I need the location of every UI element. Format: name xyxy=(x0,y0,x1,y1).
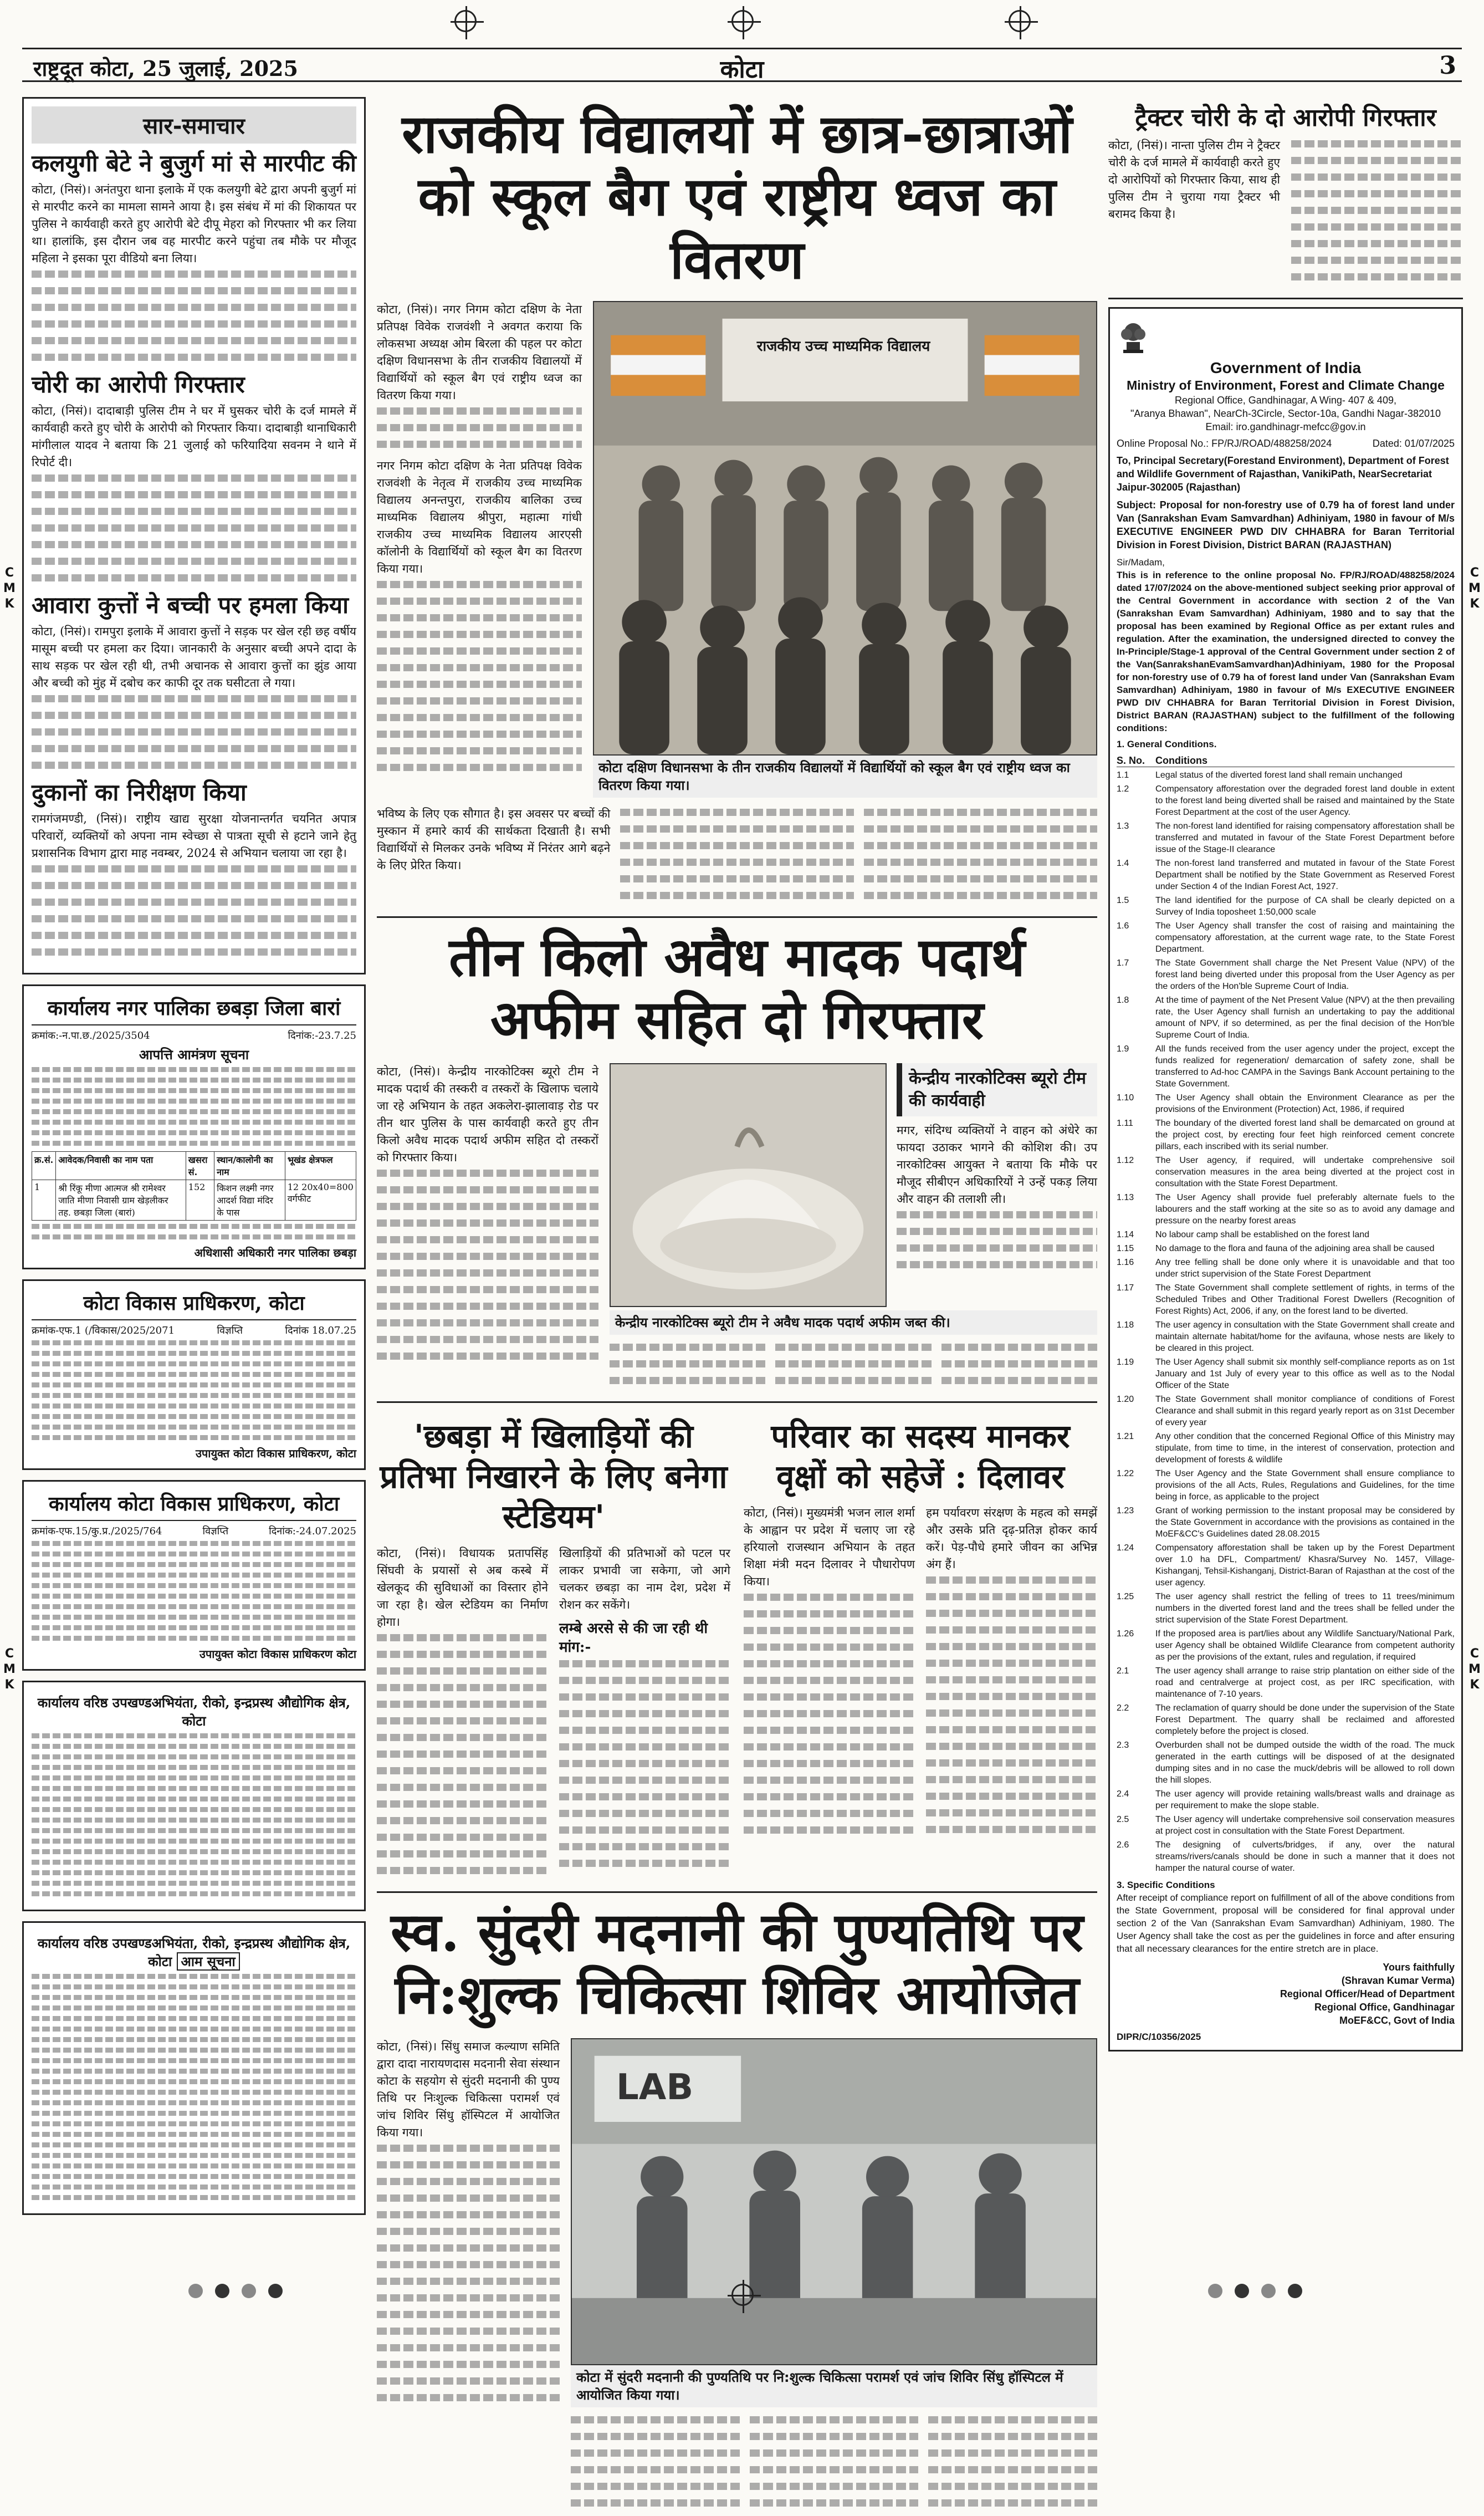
table-header: खसरा सं. xyxy=(186,1152,214,1180)
newspaper-date: राष्ट्रदूत कोटा, 25 जुलाई, 2025 xyxy=(33,56,298,81)
condition-text: The User Agency shall provide fuel preferably alternate fuels to the labourers and the staff working at the site so as to avoid any damage and pressure on the nearby forest areas xyxy=(1155,1193,1455,1226)
headline: 'छबड़ा में खिलाड़ियों की प्रतिभा निखारने के लिए बनेगा स्टेडियम' xyxy=(380,1417,728,1536)
ad-tag: आम सूचना xyxy=(177,1952,240,1971)
text-lines xyxy=(620,809,853,899)
table-row xyxy=(32,1180,356,1221)
story-text: मगर, संदिग्ध व्यक्तियों ने वाहन को अंधेरे का फायदा उठाकर भागने की कोशिश की। उप नारकोटिक्स आयुक्त ने बताया कि मौके पर मौजूद सीबीएन अधिकारियों ने उन्हें पकड़ लिया और वाहन की तलाशी ली। xyxy=(897,1124,1097,1206)
text-lines xyxy=(32,1340,356,1440)
text-lines xyxy=(928,2416,1097,2507)
ad-title: कार्यालय कोटा विकास प्राधिकरण, कोटा xyxy=(32,1489,356,1521)
story-trees xyxy=(744,1411,1097,1884)
notice-subject: Subject: Proposal for non-forestry use of 0.79 ha of forest land under Van (Sanrakshan Evam Samvardhan) Adhiniyam, 1980 in favour of M/s EXECUTIVE ENGINEER PWD DIV CHHABRA for Baran Territorial Division in Forest Division, District BARAN (RAJASTHAN) xyxy=(1117,499,1455,550)
condition-number: 1.5 xyxy=(1117,896,1129,905)
ad-title: कार्यालय नगर पालिका छबड़ा जिला बारां xyxy=(32,994,356,1025)
notice-ministry: Ministry of Environment, Forest and Climate Change xyxy=(1127,378,1445,392)
masthead xyxy=(0,0,1484,94)
sign-name: (Shravan Kumar Verma) xyxy=(1341,1975,1455,1986)
condition-text: The user agency shall restrict the felling of trees to 11 trees/minimum numbers in the diverted forest land and the trees shall be felled under the strict supervision of the State Forest Department. xyxy=(1155,1592,1455,1625)
conditions-list xyxy=(1117,769,1455,1874)
sign-designation: Regional Office, Gandhinagar xyxy=(1314,2002,1455,2013)
photo-illustration xyxy=(594,302,1096,754)
condition-text: The State Government shall charge the Net Present Value (NPV) of the forest land being diverted under this proposal from the User Agency as per the orders of the Hon'ble Supreme Court of India. xyxy=(1155,958,1455,991)
condition-text: No damage to the flora and fauna of the adjoining area shall be caused xyxy=(1155,1244,1435,1253)
condition-number: 2.6 xyxy=(1117,1840,1129,1850)
registration-mark-icon xyxy=(454,10,477,32)
condition-number: 1.13 xyxy=(1117,1193,1134,1202)
table-cell: श्री रिंकू मीणा आत्मज श्री रामेश्वर जाति मीणा निवासी ग्राम खेड़लीकर तह. छबड़ा जिला (बारां) xyxy=(56,1180,186,1221)
text-lines xyxy=(926,1576,1097,1833)
registration-mark-icon xyxy=(1009,10,1031,32)
story-text: कोटा, (निसं)। मुख्यमंत्री भजन लाल शर्मा के आह्वान पर प्रदेश में चलाए जा रहे हरियालो राजस्थान अभियान के तहत शिक्षा मंत्री मदन दिलावर ने पौधारोपण किया। xyxy=(744,1506,915,1589)
cmk-marker: C M K xyxy=(3,1647,16,1692)
story-text: नगर निगम कोटा दक्षिण के नेता प्रतिपक्ष विवेक राजवंशी के नेतृत्व में राजकीय उच्च माध्यमिक विद्यालय अनन्तपुरा, राजकीय बालिका उच्च माध्यमिक विद्यालय श्रीपुरा, महात्मा गांधी राजकीय उच्च माध्यमिक विद्यालय आरएसी कॉलोनी के विद्यार्थियों को स्कूल बैग का वितरण किया गया। xyxy=(377,458,582,575)
story-stadium xyxy=(377,1411,730,1884)
table-cell: 152 xyxy=(186,1180,214,1221)
city-label: कोटा xyxy=(720,55,764,84)
news-headline: आवारा कुत्तों ने बच्ची पर हमला किया xyxy=(32,591,349,619)
condition-text: The designing of culverts/bridges, if any, over the natural streams/rivers/canals should be done in such a manner that it does not hamper the natural course of water. xyxy=(1155,1840,1455,1873)
condition-row xyxy=(1117,1229,1455,1241)
condition-row xyxy=(1117,957,1455,992)
text-lines xyxy=(744,1594,915,1834)
notice-body: This is in reference to the online proposal No. FP/RJ/ROAD/488258/2024 dated 17/07/2024 on the above-mentioned subject seeking prior approval of the Central Government in accordance with section 2 of the Van (Sanrakshan Evam Samvardhan) Adhiniyam, 1980 and to say that the proposal has been examined by Regional Office as per extant rules and regulation. After the examination, the undersigned directed to convey the In-Principle/Stage-1 approval of the Central Government under section 2 of the Van(SanrakshanEvamSamvardhan)Adhiniyam, 1980 for the Proposal for non-forestry use of 0.79 ha of forest land under Van (Sanrakshan Evam Samvardhan) Adhiniyam, 1980 in favour of M/s EXECUTIVE ENGINEER PWD DIV CHHABRA for Baran Territorial Division in Forest Division, District BARAN (RAJASTHAN) subject to the fulfillment of the following conditions: xyxy=(1117,570,1455,733)
condition-text: Legal status of the diverted forest land shall remain unchanged xyxy=(1155,770,1403,780)
text-lines xyxy=(32,1224,356,1239)
condition-row xyxy=(1117,1468,1455,1503)
text-lines xyxy=(377,2145,560,2401)
headline: ट्रैक्टर चोरी के दो आरोपी गिरफ्तार xyxy=(1135,104,1436,132)
ad-title: कोटा विकास प्राधिकरण, कोटा xyxy=(32,1289,356,1320)
photo-seized-opium xyxy=(610,1063,887,1307)
ad-title xyxy=(32,1934,356,1971)
ad-notice-riico-2 xyxy=(22,1921,366,2215)
condition-number: 2.4 xyxy=(1117,1789,1129,1799)
condition-row xyxy=(1117,783,1455,818)
ad-meta xyxy=(32,1324,356,1337)
condition-number: 1.4 xyxy=(1117,859,1129,868)
condition-text: The non-forest land transferred and mutated in favour of the State Forest Department shall be notified by the State Government as Reserved Forest under Section 4 of the Indian Forest Act, 1927. xyxy=(1155,859,1455,891)
table-cell: 1 xyxy=(32,1180,56,1221)
condition-number: 1.25 xyxy=(1117,1592,1134,1601)
condition-row xyxy=(1117,1702,1455,1737)
condition-text: Compensatory afforestation shall be taken up by the Forest Department over 1.0 ha DFL, Compartment/ Khasra/Survey No. 1457, Village-Kishanganj, Tehsil-Kishanganj, District-Baran of Rajasthan at the cost of the user agency. xyxy=(1155,1543,1455,1588)
notice-address: "Aranya Bhawan", NearCh-3Circle, Sector-10a, Gandhi Nagar-382010 xyxy=(1130,408,1441,419)
table-header: क्र.सं. xyxy=(32,1152,56,1180)
condition-text: Grant of working permission to the instant proposal may be considered by the State Government in accordance with the provisions as contained in the MoEF&CC's Guidelines dated 28.08.2015 xyxy=(1155,1506,1455,1539)
condition-row xyxy=(1117,895,1455,918)
condition-row xyxy=(1117,1839,1455,1874)
condition-row xyxy=(1117,1092,1455,1115)
condition-number: 1.20 xyxy=(1117,1395,1134,1404)
lab-sign: LAB xyxy=(616,2067,694,2109)
condition-number: 2.2 xyxy=(1117,1703,1129,1713)
story-text: खिलाड़ियों की प्रतिभाओं को पटल पर लाकर प्रभावी जा सकेगा, जो आगे चलकर छबड़ा का नाम देश, प्रदेश में रोशन कर सकेंगे। xyxy=(559,1546,730,1611)
ad-notice-kda-1 xyxy=(22,1279,366,1470)
cmk-marker: C M K xyxy=(1468,1647,1481,1692)
story-kicker: केन्द्रीय नारकोटिक्स ब्यूरो टीम की कार्यवाही xyxy=(897,1063,1097,1116)
photo-banner: राजकीय उच्च माध्यमिक विद्यालय xyxy=(756,338,930,355)
news-body: रामगंजमण्डी, (निसं)। राष्ट्रीय खाद्य सुरक्षा योजनान्तर्गत चयनित अपात्र परिवारों, व्यक्तियों को अपना नाम स्वेच्छा से पात्रता सूची से हटाने जाने हेतु प्रशासनिक विभाग द्वारा माह नवम्बर, 2024 से अभियान चलाया जा रहा है। xyxy=(32,812,356,860)
text-lines xyxy=(32,1067,356,1146)
table-header: स्थान/कालोनी का नाम xyxy=(214,1152,285,1180)
news-item xyxy=(32,149,356,361)
news-headline: चोरी का आरोपी गिरफ्तार xyxy=(32,371,245,398)
condition-number: 1.14 xyxy=(1117,1230,1134,1239)
dot-icon xyxy=(1208,2284,1222,2298)
condition-text: The State Government shall complete settlement of rights, in terms of the Scheduled Tribes and Other Traditional Forest Dwellers (Recognition of Forest Rights) Act, 2006, if any, on the forest land to be diverted. xyxy=(1155,1283,1455,1316)
condition-row xyxy=(1117,994,1455,1041)
news-item xyxy=(32,591,356,769)
news-body: कोटा, (निसं)। रामपुरा इलाके में आवारा कुत्तों ने सड़क पर खेल रही छह वर्षीय मासूम बच्ची पर हमला कर दिया। जानकारी के अनुसार बच्ची अपने दादा के साथ सड़क पर खेल रही थी, तभी अचानक से आवारा कुत्तों का झुंड आया और बच्ची को मुंह में दबोच कर काफी दूर तक घसीटता ले गया। xyxy=(32,625,356,690)
headline: परिवार का सदस्य मानकर वृक्षों को सहेजें : दिलावर xyxy=(771,1417,1070,1496)
story-text: हम पर्यावरण संरक्षण के महत्व को समझें और उसके प्रति दृढ़-प्रतिज्ञ होकर कार्य करें। पेड़-पौधे हमारे जीवन का अभिन्न अंग हैं। xyxy=(926,1506,1097,1571)
condition-text: The User Agency shall obtain the Environment Clearance as per the provisions of the Environment (Protection) Act, 1986, if required xyxy=(1155,1093,1455,1114)
footer-dots-left xyxy=(188,2284,283,2298)
condition-row xyxy=(1117,1155,1455,1190)
text-lines xyxy=(750,2416,919,2507)
dot-icon xyxy=(215,2284,229,2298)
ad-signature: अधिशासी अधिकारी नगर पालिका छबड़ा xyxy=(194,1246,356,1259)
condition-row xyxy=(1117,1394,1455,1428)
condition-text: Any tree felling shall be done only where it is unavoidable and that too under strict supervision of the State Forest Department xyxy=(1155,1258,1455,1279)
condition-row xyxy=(1117,1665,1455,1700)
headline: राजकीय विद्यालयों में छात्र-छात्राओं को स्कूल बैग एवं राष्ट्रीय ध्वज का वितरण xyxy=(402,103,1072,291)
section-divider xyxy=(377,1401,1097,1403)
ad-ref: क्रमांक-एफ.15/कु.प्र./2025/764 xyxy=(32,1525,162,1537)
text-lines xyxy=(775,1344,931,1384)
ad-table xyxy=(32,1151,356,1221)
notice-proposal: Online Proposal No.: FP/RJ/ROAD/488258/2024 xyxy=(1117,438,1332,449)
condition-text: No labour camp shall be established on the forest land xyxy=(1155,1230,1370,1239)
condition-text: The reclamation of quarry should be done under the supervision of the State Forest Department. The quarry shall be reclaimed and afforested completely before the project is closed. xyxy=(1155,1703,1455,1736)
footer-dots-right xyxy=(1208,2284,1302,2298)
sign-designation: MoEF&CC, Govt of India xyxy=(1339,2015,1455,2026)
condition-row xyxy=(1117,820,1455,855)
condition-row xyxy=(1117,1431,1455,1466)
condition-text: The user agency shall arrange to raise strip plantation on either side of the road and centralverge at project cost, as per IRC specification, with maintenance of 7-10 years. xyxy=(1155,1666,1455,1699)
section-divider xyxy=(377,916,1097,918)
registration-mark-icon xyxy=(731,2284,754,2306)
story-opium-seizure xyxy=(377,926,1097,1394)
ad-meta xyxy=(32,1029,356,1042)
dot-icon xyxy=(188,2284,203,2298)
condition-text: Any other condition that the concerned Regional Office of this Ministry may stipulate, from time to time, in the interest of conservation, protection and development of forests & wildlife xyxy=(1155,1432,1455,1464)
cmk-marker: C M K xyxy=(1468,566,1481,611)
condition-text: The User Agency shall submit six monthly self-compliance reports as on 1st January and 1st July of every year to this office as well as to the Nodal Officer of the State xyxy=(1155,1357,1455,1390)
condition-number: 2.1 xyxy=(1117,1666,1129,1676)
condition-number: 1.15 xyxy=(1117,1244,1134,1253)
condition-row xyxy=(1117,1257,1455,1280)
story-tractor-theft xyxy=(1108,103,1463,290)
ad-date: दिनांक 18.07.25 xyxy=(285,1325,356,1336)
text-lines xyxy=(897,1211,1097,1268)
table-header: भूखंड क्षेत्रफल xyxy=(285,1152,356,1180)
condition-text: At the time of payment of the Net Present Value (NPV) at the then prevailing rate, the User Agency shall furnish an undertaking to pay the additional amount of NPV, if so determined, as per the final decision of the Hon'ble Supreme Court of India. xyxy=(1155,996,1455,1040)
story-medical-camp xyxy=(377,1901,1097,2516)
ad-date: दिनांक:-23.7.25 xyxy=(288,1030,356,1042)
section-divider xyxy=(1108,298,1463,299)
story-text: भविष्य के लिए एक सौगात है। इस अवसर पर बच्चों की मुस्कान में हमारे कार्य की सार्थकता दिखाती है। सभी विद्यार्थियों से मिलकर उनके भविष्य में निरंतर आगे बढ़ने के लिए प्रेरित किया। xyxy=(377,807,611,872)
news-body: कोटा, (निसं)। दादाबाड़ी पुलिस टीम ने घर में घुसकर चोरी के दर्ज मामले में कार्यवाही करते हुए चोरी के आरोपी को गिरफ्तार किया। दादाबाड़ी थानाधिकारी मांगीलाल यादव ने बताया कि 21 जुलाई को फरियादिया सवनम ने थाने में रिपोर्ट दी। xyxy=(32,404,356,469)
text-lines xyxy=(377,581,582,771)
ad-date: दिनांक:-24.07.2025 xyxy=(269,1525,356,1537)
condition-row xyxy=(1117,1192,1455,1227)
photo-caption: केन्द्रीय नारकोटिक्स ब्यूरो टीम ने अवैध मादक पदार्थ अफीम जब्त की। xyxy=(610,1310,1097,1335)
condition-row xyxy=(1117,1739,1455,1786)
left-column xyxy=(22,97,366,2253)
ad-label: विज्ञप्ति xyxy=(202,1525,229,1537)
text-lines xyxy=(32,865,356,956)
registration-mark-icon xyxy=(731,10,754,32)
headline: तीन किलो अवैध मादक पदार्थ अफीम सहित दो गिरफ्तार xyxy=(449,925,1025,1052)
condition-row xyxy=(1117,858,1455,892)
condition-text: The non-forest land identified for raising compensatory afforestation shall be transferred and mutated in favour of the State Forest Department before issue of the Stage-II clearance xyxy=(1155,821,1455,854)
condition-number: 1.7 xyxy=(1117,958,1129,968)
condition-text: All the funds received from the user agency under the project, except the funds realized for regeneration/ demarcation of safety zone, shall be transferred to Ad-hoc CAMPA in the Savings Bank Account pertaining to the State Government. xyxy=(1155,1044,1455,1089)
section-divider xyxy=(377,1891,1097,1893)
text-lines xyxy=(864,809,1097,899)
ad-label: विज्ञप्ति xyxy=(217,1325,243,1336)
condition-number: 1.16 xyxy=(1117,1258,1134,1267)
text-lines xyxy=(32,1733,356,1896)
ad-ref: क्रमांक:-न.पा.छ./2025/3504 xyxy=(32,1030,150,1042)
ad-signature: उपायुक्त कोटा विकास प्राधिकरण, कोटा xyxy=(195,1447,356,1460)
condition-number: 1.2 xyxy=(1117,784,1129,794)
ad-meta xyxy=(32,1524,356,1538)
condition-text: The land identified for the purpose of CA shall be clearly depicted on a Survey of India toposheet 1:50,000 scale xyxy=(1155,896,1455,917)
ad-ref: क्रमांक-एफ.1 (/विकास/2025/2071 xyxy=(32,1325,175,1336)
notice-email: Email: iro.gandhinagr-mefcc@gov.in xyxy=(1205,421,1366,432)
dot-icon xyxy=(268,2284,283,2298)
condition-number: 1.10 xyxy=(1117,1093,1134,1103)
text-lines xyxy=(1291,140,1463,280)
text-lines xyxy=(377,407,582,448)
table-cell: 12 20x40=800 वर्गफीट xyxy=(285,1180,356,1221)
notice-section-title: 3. Specific Conditions xyxy=(1117,1880,1215,1890)
condition-text: The User agency will undertake comprehensive soil conservation measures at project cost in consultation with the State Forest Department. xyxy=(1155,1815,1455,1836)
dot-icon xyxy=(242,2284,256,2298)
condition-number: 2.3 xyxy=(1117,1741,1129,1750)
national-emblem-icon xyxy=(1117,315,1150,354)
middle-column xyxy=(377,97,1097,2403)
story-text: कोटा, (निसं)। सिंधु समाज कल्याण समिति द्वारा दादा नारायणदास मदनानी सेवा संस्थान कोटा के सहयोग से सुंदरी मदनानी की पुण्य तिथि पर निःशुल्क चिकित्सा परामर्श एवं जांच शिविर सिंधु हॉस्पिटल में आयोजित किया गया। xyxy=(377,2040,560,2140)
table-cell: किशन लक्ष्मी नगर आदर्श विद्या मंदिर के पास xyxy=(214,1180,285,1221)
condition-text: The boundary of the diverted forest land shall be demarcated on ground at the project cost, by erecting four feet high reinforced cement concrete pillars, each inscribed with its serial number. xyxy=(1155,1119,1455,1151)
condition-text: Compensatory afforestation over the degraded forest land double in extent to the forest land being diverted shall be raised and maintained by the State Forest Department at the cost of the user Agency. xyxy=(1155,784,1455,817)
dot-icon xyxy=(1235,2284,1249,2298)
photo-school-event xyxy=(593,301,1097,756)
condition-row xyxy=(1117,1117,1455,1152)
conditions-header-sno: S. No. xyxy=(1117,755,1145,766)
masthead-bar xyxy=(22,48,1462,82)
news-headline: दुकानों का निरीक्षण किया xyxy=(32,779,247,806)
condition-number: 1.21 xyxy=(1117,1432,1134,1441)
condition-row xyxy=(1117,1591,1455,1626)
condition-number: 1.24 xyxy=(1117,1543,1134,1553)
condition-number: 1.6 xyxy=(1117,921,1129,931)
notice-ref-row xyxy=(1117,438,1455,450)
condition-text: Overburden shall not be dumped outside the width of the road. The muck generated in the earth cuttings will be disposed of at the designated dumping sites and in no case the muck/debris will be allowed to roll down the hill slopes. xyxy=(1155,1741,1455,1785)
condition-number: 1.26 xyxy=(1117,1629,1134,1639)
dot-icon xyxy=(1288,2284,1302,2298)
condition-number: 1.3 xyxy=(1117,821,1129,831)
condition-text: If the proposed area is part/lies about any Wildlife Sanctuary/National Park, user Agency shall be obtained Wildlife Clearance from competent authority as per the provisions of the extant, rules and regulation, if required xyxy=(1155,1629,1455,1662)
condition-number: 1.17 xyxy=(1117,1283,1134,1293)
conditions-header-text: Conditions xyxy=(1155,755,1207,766)
cmk-marker: C M K xyxy=(3,566,16,611)
photo-caption: कोटा में सुंदरी मदनानी की पुण्यतिथि पर नि:शुल्क चिकित्सा परामर्श एवं जांच शिविर सिंधु हॉस्पिटल में आयोजित किया गया। xyxy=(571,2365,1097,2407)
condition-text: The State Government shall monitor compliance of conditions of Forest Clearance and shall submit in this regard yearly report as on 31st December of every year xyxy=(1155,1395,1455,1427)
sign-yours: Yours faithfully xyxy=(1383,1962,1455,1973)
forest-clearance-notice xyxy=(1108,307,1463,2051)
text-lines xyxy=(610,1344,765,1384)
condition-number: 2.5 xyxy=(1117,1815,1129,1824)
text-lines xyxy=(941,1344,1097,1384)
story-school-bags xyxy=(377,103,1097,909)
condition-text: The user agency in consultation with the State Government shall create and maintain alternate habitat/home for the avifauna, whose nests are likely to be cleared in this project. xyxy=(1155,1320,1455,1353)
condition-row xyxy=(1117,1243,1455,1254)
text-lines xyxy=(32,474,356,581)
story-text: कोटा, (निसं)। विधायक प्रतापसिंह सिंघवी के प्रयासों से अब कस्बे में खेलकूद की सुविधाओं का विस्तार होने जा रहा है। खेल स्टेडियम का निर्माण होगा। xyxy=(377,1546,548,1629)
notice-gov: Government of India xyxy=(1210,359,1362,376)
ad-notice-municipal xyxy=(22,984,366,1269)
text-lines xyxy=(32,695,356,769)
condition-row xyxy=(1117,1356,1455,1391)
condition-number: 1.12 xyxy=(1117,1156,1134,1165)
right-column xyxy=(1108,97,1463,2253)
notice-specific: After receipt of compliance report on fulfillment of all of the above conditions from the State Government, proposal will be considered for final approval under section 2 of the Van (Sanrakshan Evam Samvardhan) Adhiniyam, 1980. The User Agency shall take the cost as per the guidelines in force and after ensuring that all necessary clearances for the entire stretch are in place. xyxy=(1117,1892,1455,1954)
condition-row xyxy=(1117,1282,1455,1317)
ad-signature: उपायुक्त कोटा विकास प्राधिकरण कोटा xyxy=(199,1647,356,1661)
condition-row xyxy=(1117,1505,1455,1540)
dipr-number: DIPR/C/10356/2025 xyxy=(1117,2032,1201,2042)
table-header: आवेदक/निवासी का नाम पता xyxy=(56,1152,186,1180)
condition-number: 1.18 xyxy=(1117,1320,1134,1330)
notice-date: Dated: 01/07/2025 xyxy=(1372,438,1455,449)
condition-number: 1.19 xyxy=(1117,1357,1134,1367)
subheading: लम्बे अरसे से की जा रही थी मांग:- xyxy=(559,1620,708,1656)
text-lines xyxy=(32,271,356,361)
news-item xyxy=(32,370,356,581)
ad-notice-riico-1 xyxy=(22,1681,366,1911)
condition-row xyxy=(1117,769,1455,781)
text-lines xyxy=(571,2416,740,2507)
story-text: कोटा, (निसं)। नगर निगम कोटा दक्षिण के नेता प्रतिपक्ष विवेक राजवंशी ने अवगत कराया कि लोकसभा अध्यक्ष ओम बिरला की पहल पर कोटा दक्षिण विधानसभा के तीन राजकीय विद्यालयों में विद्यार्थियों को स्कूल बैग एवं राष्ट्रीय ध्वज का वितरण किया गया। xyxy=(377,302,582,402)
news-item xyxy=(32,778,356,956)
condition-row xyxy=(1117,920,1455,955)
text-lines xyxy=(32,1974,356,2200)
photo-caption: कोटा दक्षिण विधानसभा के तीन राजकीय विद्यालयों में विद्यार्थियों को स्कूल बैग एवं राष्ट्रीय ध्वज का वितरण किया गया। xyxy=(593,756,1097,798)
text-lines xyxy=(559,1660,730,1867)
story-text: कोटा, (निसं)। नान्ता पुलिस टीम ने ट्रैक्टर चोरी के दर्ज मामले में कार्यवाही करते हुए दो आरोपियों को गिरफ्तार किया, साथ ही पुलिस टीम ने चुराया गया ट्रैक्टर भी बरामद किया है। xyxy=(1108,139,1280,221)
sign-designation: Regional Officer/Head of Department xyxy=(1280,1988,1455,1999)
news-body: कोटा, (निसं)। अनंतपुरा थाना इलाके में एक कलयुगी बेटे द्वारा अपनी बुजुर्ग मां से मारपीट करने का मामला सामने आया है। इस संबंध में मां की शिकायत पर पुलिस ने कार्यवाही करते हुए आरोपी बेटे दीपू मेहरा को गिरफ्तार भी कर लिया था। हालांकि, इस दौरान जब वह मारपीट करने पहुंचा तब मौके पर मौजूद महिला ने इसका पूरा वीडियो बना लिया। xyxy=(32,183,356,265)
condition-row xyxy=(1117,1628,1455,1663)
ad-subtitle: आपत्ति आमंत्रण सूचना xyxy=(139,1047,249,1063)
notice-section-title: 1. General Conditions. xyxy=(1117,739,1217,749)
notice-signature xyxy=(1117,1961,1455,2027)
photo-medical-camp xyxy=(571,2038,1097,2365)
condition-text: The User agency, if required, will undertake comprehensive soil conservation measures in the area being diverted at the project cost in consultation with the State Forest Department. xyxy=(1155,1156,1455,1188)
condition-number: 1.9 xyxy=(1117,1044,1129,1054)
ad-title: कार्यालय वरिष्ठ उपखण्डअभियंता, रीको, इन्द्रप्रस्थ औद्योगिक क्षेत्र, कोटा xyxy=(37,1695,351,1729)
condition-number: 1.1 xyxy=(1117,770,1129,780)
condition-text: The User Agency shall transfer the cost of raising and maintaining the compensatory afforestation, at the current wage rate, to the State Forest Department. xyxy=(1155,921,1455,954)
conditions-header xyxy=(1117,755,1455,767)
text-lines xyxy=(32,1541,356,1641)
photo-illustration xyxy=(611,1064,886,1306)
news-headline: कलयुगी बेटे ने बुजुर्ग मां से मारपीट की xyxy=(32,150,356,177)
condition-row xyxy=(1117,1319,1455,1354)
headline: स्व. सुंदरी मदनानी की पुण्यतिथि पर नि:शुल्क चिकित्सा शिविर आयोजित xyxy=(391,1900,1083,2027)
condition-text: The user agency will provide retaining walls/breast walls and drainage as per requirement to make the slope stable. xyxy=(1155,1789,1455,1810)
condition-number: 1.8 xyxy=(1117,996,1129,1005)
condition-row xyxy=(1117,1814,1455,1837)
notice-salutation: Sir/Madam, xyxy=(1117,557,1165,568)
page-number: 3 xyxy=(1439,52,1456,80)
condition-row xyxy=(1117,1043,1455,1090)
condition-text: The User Agency and the State Government shall ensure compliance to provisions of the all Acts, Rules, Regulations and Guidelines, for the time being in force, as applicable to the project xyxy=(1155,1469,1455,1502)
news-brief-box xyxy=(22,97,366,974)
notice-office: Regional Office, Gandhinagar, A Wing- 407 & 409, xyxy=(1175,395,1396,406)
condition-number: 1.22 xyxy=(1117,1469,1134,1478)
section-title: सार-समाचार xyxy=(32,106,356,144)
condition-number: 1.23 xyxy=(1117,1506,1134,1515)
condition-row xyxy=(1117,1788,1455,1811)
story-text: कोटा, (निसं)। केन्द्रीय नारकोटिक्स ब्यूरो टीम ने मादक पदार्थ की तस्करी व तस्करों के खिलाफ चलाये जा रहे अभियान के तहत अकलेरा-झालावाड़ रोड पर तीन थार पुलिस के पास कार्यवाही करते हुए तीन किलो अवैध मादक पदार्थ अफीम सहित दो तस्करों को गिरफ्तार किया। xyxy=(377,1065,598,1165)
ad-notice-kda-2 xyxy=(22,1480,366,1671)
ad-title-text: कार्यालय वरिष्ठ उपखण्डअभियंता, रीको, इन्द्रप्रस्थ औद्योगिक क्षेत्र, कोटा xyxy=(37,1935,351,1969)
text-lines xyxy=(377,1634,548,1874)
text-lines xyxy=(377,1170,598,1360)
dot-icon xyxy=(1261,2284,1276,2298)
condition-row xyxy=(1117,1542,1455,1589)
notice-to: To, Principal Secretary(Forestand Environment), Department of Forest and Wildlife Government of Rajasthan, VanikiPath, NearSecretariat Jaipur-302005 (Rajasthan) xyxy=(1117,455,1449,493)
condition-number: 1.11 xyxy=(1117,1119,1133,1128)
